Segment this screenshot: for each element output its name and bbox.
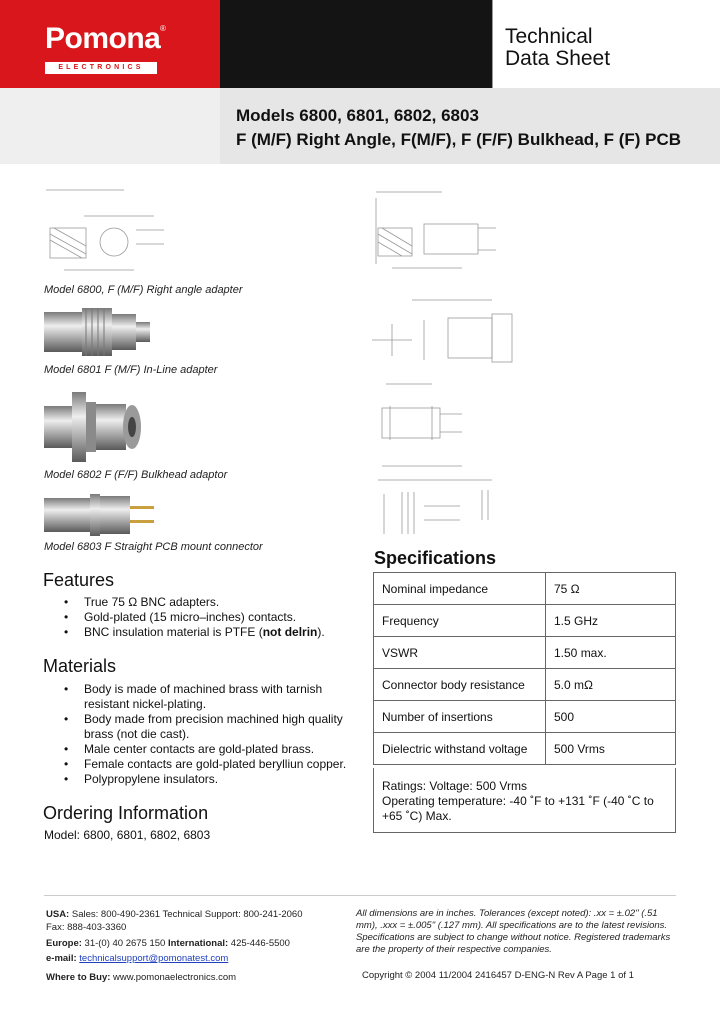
header-dark-panel bbox=[220, 0, 492, 88]
spec-label: Frequency bbox=[374, 605, 546, 637]
caption-6801: Model 6801 F (M/F) In-Line adapter bbox=[44, 364, 218, 376]
table-row bbox=[374, 637, 676, 669]
usa-phones: Sales: 800-490-2361 Technical Support: 800-241-2060 Fax: 888-403-3360 bbox=[46, 909, 303, 933]
material-item: • Female contacts are gold-plated berylliun copper. bbox=[64, 757, 364, 772]
drawing-6800-detail bbox=[372, 184, 502, 274]
features-heading: Features bbox=[43, 570, 115, 590]
logo-wordmark: Pomona bbox=[45, 22, 161, 55]
drawing-6801-detail bbox=[372, 296, 522, 366]
material-item: • Male center contacts are gold-plated brass. bbox=[64, 742, 364, 757]
feature-item bbox=[64, 625, 325, 640]
materials-list bbox=[64, 682, 364, 787]
caption-6802: Model 6802 F (F/F) Bulkhead adaptor bbox=[44, 469, 228, 481]
photo-6803 bbox=[44, 492, 156, 538]
drawing-6800 bbox=[44, 184, 174, 280]
document-type-title bbox=[505, 26, 610, 70]
footer-divider bbox=[44, 895, 676, 896]
copyright-line: Copyright © 2004 11/2004 2416457 D-ENG-N Rev A Page 1 of 1 bbox=[362, 970, 634, 981]
ordering-models: Model: 6800, 6801, 6802, 6803 bbox=[44, 828, 211, 842]
models-heading: Models 6800, 6801, 6802, 6803 bbox=[236, 106, 479, 125]
international-phone: 425-446-5500 bbox=[228, 938, 290, 949]
caption-6803: Model 6803 F Straight PCB mount connector bbox=[44, 541, 263, 553]
drawing-6803-detail bbox=[372, 460, 512, 540]
ordering-heading: Ordering Information bbox=[43, 803, 209, 823]
international-label: International: bbox=[167, 938, 229, 949]
logo-subtitle: ELECTRONICS bbox=[58, 64, 144, 71]
where-to-buy bbox=[46, 972, 236, 985]
website-link[interactable]: www.pomonaelectronics.com bbox=[110, 972, 237, 983]
ratings-voltage: Ratings: Voltage: 500 Vrms bbox=[382, 779, 527, 793]
photo-6801 bbox=[44, 304, 156, 362]
feature-text: BNC insulation material is PTFE ( bbox=[84, 625, 263, 639]
table-row bbox=[374, 605, 676, 637]
logo-registered-mark: ® bbox=[160, 24, 166, 33]
ratings-box bbox=[373, 768, 676, 833]
email-label: e-mail: bbox=[46, 953, 77, 964]
pomona-logo bbox=[0, 0, 220, 88]
caption-6800: Model 6800, F (M/F) Right angle adapter bbox=[44, 284, 243, 296]
spec-value: 1.5 GHz bbox=[546, 605, 676, 637]
title-band-left bbox=[0, 88, 220, 164]
materials-heading: Materials bbox=[43, 656, 117, 676]
europe-label: Europe: bbox=[46, 938, 82, 949]
feature-emphasis: not delrin bbox=[262, 625, 318, 639]
spec-label: VSWR bbox=[374, 637, 546, 669]
feature-item: • True 75 Ω BNC adapters. bbox=[64, 595, 325, 610]
usa-label: USA: bbox=[46, 909, 70, 920]
where-label: Where to Buy: bbox=[46, 972, 111, 983]
contact-email bbox=[46, 953, 228, 966]
europe-phone: 31-(0) 40 2675 150 bbox=[81, 938, 168, 949]
contact-usa bbox=[46, 909, 316, 934]
table-row bbox=[374, 573, 676, 605]
table-row bbox=[374, 701, 676, 733]
spec-value: 5.0 mΩ bbox=[546, 669, 676, 701]
spec-label: Number of insertions bbox=[374, 701, 546, 733]
specifications-heading: Specifications bbox=[374, 548, 497, 568]
spec-label: Dielectric withstand voltage bbox=[374, 733, 546, 765]
spec-label: Connector body resistance bbox=[374, 669, 546, 701]
material-item: • Polypropylene insulators. bbox=[64, 772, 364, 787]
features-list bbox=[64, 595, 325, 640]
feature-item: • Gold-plated (15 micro–inches) contacts. bbox=[64, 610, 325, 625]
types-heading: F (M/F) Right Angle, F(M/F), F (F/F) Bulkhead, F (F) PCB bbox=[236, 130, 682, 149]
specifications-table bbox=[373, 572, 676, 765]
tolerance-note: All dimensions are in inches. Tolerances (except noted): .xx = ±.02" (.51 mm), .xxx = ±.005" (.127 mm). All specifications are to the latest revisions. Specifications are subject to change without notice. Registered trademarks are the property of their respective companies. bbox=[356, 908, 671, 955]
email-link[interactable]: technicalsupport@pomonatest.com bbox=[79, 953, 229, 964]
ratings-temperature: Operating temperature: -40 ˚F to +131 ˚F (-40 ˚C to +65 ˚C) Max. bbox=[382, 794, 654, 823]
contact-europe bbox=[46, 938, 290, 951]
spec-label: Nominal impedance bbox=[374, 573, 546, 605]
spec-value: 500 Vrms bbox=[546, 733, 676, 765]
spec-value: 500 bbox=[546, 701, 676, 733]
drawing-6802-detail bbox=[372, 380, 472, 450]
table-row bbox=[374, 669, 676, 701]
material-item: • Body is made of machined brass with tarnish resistant nickel-plating. bbox=[64, 682, 364, 712]
photo-6802 bbox=[44, 388, 144, 466]
feature-text-end: ). bbox=[317, 625, 325, 639]
title-line-data-sheet: Data Sheet bbox=[505, 47, 611, 70]
material-item: • Body made from precision machined high quality brass (not die cast). bbox=[64, 712, 364, 742]
table-row bbox=[374, 733, 676, 765]
spec-value: 75 Ω bbox=[546, 573, 676, 605]
spec-value: 1.50 max. bbox=[546, 637, 676, 669]
title-line-technical: Technical bbox=[505, 25, 593, 48]
